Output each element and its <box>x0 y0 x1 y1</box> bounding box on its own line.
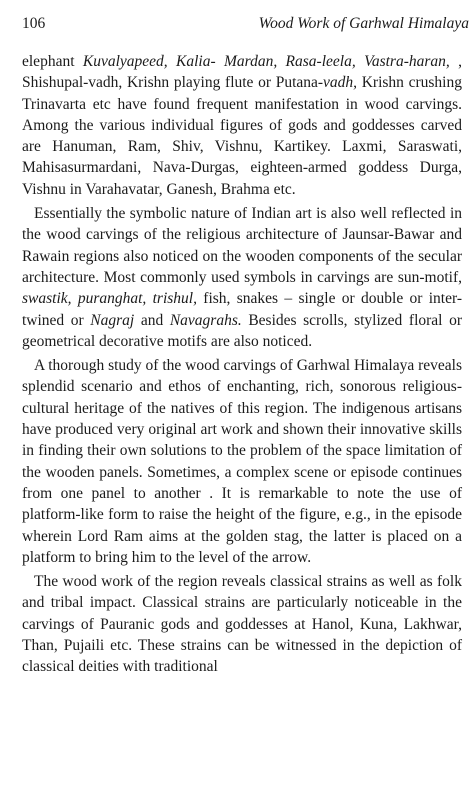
page-number: 106 <box>22 15 46 32</box>
paragraph <box>22 51 462 200</box>
paragraph <box>22 355 462 568</box>
text-run: elephant <box>22 53 83 70</box>
italic-term: swastik, puranghat, trishul, <box>22 290 197 308</box>
text-run: Krishn crushing Trinavarta etc have found frequent manifestation in wood carvings. Among the various individual figures of gods and goddesses carved are Hanuman, Ram, Shiv, Vishnu, Kartikey. Laxmi, Saraswati, Mahisasurmardani, Nava-Durgas, eighteen-armed goddess Durga, Vishnu in Varahavatar, Ganesh, Brahma etc. <box>22 74 462 198</box>
page-header <box>22 12 469 36</box>
text-run: Essentially the symbolic nature of Indian art is also well reflected in the wood carvings of the religious architecture of Jaunsar-Bawar and Rawain regions also noticed on the wooden components of the secular architecture. Most commonly used symbols in carvings are sun-motif, <box>22 205 462 286</box>
text-run: A thorough study of the wood carvings of Garhwal Himalaya reveals splendid scenario and ethos of enchanting, rich, sonorous religious- cultural heritage of the natives of this region. The indigenous artisans have produced very original art work and shown their innovative skills in finding their own solutions to the problem of the space limitation of the wooden panels. Sometimes, a complex scene or episode continues from one panel to another . It is remarkable to note the use of platform-like form to raise the height of the figure, e.g., in the episode wherein Lord Ram aims at the golden stag, the latter is placed on a platform to bring him to the level of the arrow. <box>22 357 462 566</box>
running-title: Wood Work of Garhwal Himalaya <box>258 15 469 32</box>
italic-term: Kuvalyapeed, Kalia- Mardan, Rasa-leela, Vastra-haran, <box>82 53 450 70</box>
paragraph <box>22 203 462 352</box>
paragraph <box>22 571 462 677</box>
text-run: fish, snakes – single or double or inter-twined or <box>22 290 462 329</box>
text-run: , Shishupal-vadh, Krishn playing flute or Putana- <box>22 53 462 92</box>
text-run: and <box>134 311 170 329</box>
italic-term: vadh, <box>323 74 358 92</box>
text-run: Besides scrolls, stylized floral or geometrical decorative motifs are also noticed. <box>22 311 462 350</box>
italic-term: Nagraj <box>90 311 135 329</box>
italic-term: Navagrahs. <box>169 311 242 329</box>
text-run: The wood work of the region reveals classical strains as well as folk and tribal impact. Classical strains are particularly noticeable in the carvings of Pauranic gods and goddesses at Hanol, Kuna, Lakhwar, Than, Pujaili etc. These strains can be witnessed in the depiction of classical deities with traditional <box>22 573 462 676</box>
body-text <box>22 51 462 678</box>
